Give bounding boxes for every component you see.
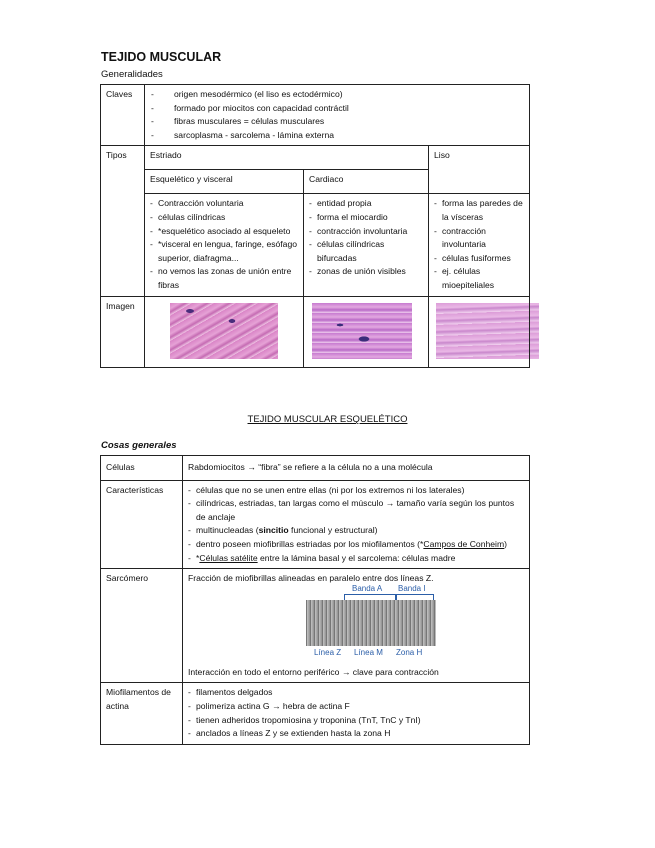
list-item: - fibras musculares = células musculares xyxy=(150,115,524,129)
page-subtitle: Generalidades xyxy=(101,69,163,80)
claves-content xyxy=(145,85,530,146)
cardiaco-header: Cardiaco xyxy=(304,170,429,194)
liso-content xyxy=(429,194,530,296)
row-tipos-content xyxy=(101,194,530,296)
text-run: ) xyxy=(504,538,507,549)
list-item: - *esquelético asociado al esqueleto xyxy=(150,225,298,239)
campos-conheim-link[interactable]: Campos de Conheim xyxy=(423,538,505,549)
list-item: - filamentos delgados xyxy=(188,686,524,700)
list-item: - Contracción voluntaria xyxy=(150,197,298,211)
cardiaco-list xyxy=(309,197,423,279)
celulas-satelite-link[interactable]: Células satélite xyxy=(199,552,258,563)
list-item: - origen mesodérmico (el liso es ectodérmico) xyxy=(150,88,524,102)
list-item: - *visceral en lengua, faringe, esófago superior, diafragma... xyxy=(150,238,298,265)
linea-z-label: Línea Z xyxy=(314,647,342,657)
sarcomere-micrograph xyxy=(306,600,436,646)
list-item: - no vemos las zonas de unión entre fibras xyxy=(150,265,298,292)
liso-header: Liso xyxy=(429,146,530,194)
linea-m-label: Línea M xyxy=(354,647,383,657)
sarcomero-text: Fracción de miofibrillas alineadas en paralelo entre dos líneas Z. xyxy=(188,573,434,584)
row-caracteristicas xyxy=(101,480,530,569)
smooth-muscle-micrograph xyxy=(436,303,539,359)
row-imagen xyxy=(101,296,530,367)
text-run: entre la lámina basal y el sarcolema: células madre xyxy=(257,552,456,563)
banda-i-label: Banda I xyxy=(398,583,426,593)
sarcomero-content xyxy=(183,569,530,683)
list-item: - cilíndricas, estriadas, tan largas como el músculo → tamaño varía según los puntos de anclaje xyxy=(188,497,524,524)
estriado-header: Estriado xyxy=(145,146,429,170)
esqueletico-header: Esquelético y visceral xyxy=(145,170,304,194)
claves-label: Claves xyxy=(101,85,145,146)
tipos-label: Tipos xyxy=(101,146,145,296)
cardiac-muscle-micrograph xyxy=(312,303,412,359)
row-miofilamentos xyxy=(101,683,530,744)
miofilamentos-content xyxy=(183,683,530,744)
list-item: - forma las paredes de la vísceras xyxy=(434,197,524,224)
list-item: - ej. células mioepiteliales xyxy=(434,265,524,292)
list-item: - células fusiformes xyxy=(434,252,524,266)
miofilamentos-label: Miofilamentos de actina xyxy=(101,683,183,744)
imagen-label: Imagen xyxy=(101,296,145,367)
row-tipos-header xyxy=(101,146,530,170)
miofilamentos-list xyxy=(188,686,524,740)
esqueletico-list xyxy=(150,197,298,292)
list-item: - células cilíndricas bifurcadas xyxy=(309,238,423,265)
list-item: - contracción involuntaria xyxy=(434,225,524,252)
list-item xyxy=(188,524,524,538)
row-claves xyxy=(101,85,530,146)
list-item: - forma el miocardio xyxy=(309,211,423,225)
sarcomero-footer: Interacción en todo el entorno periférico → clave para contracción xyxy=(188,666,439,677)
list-item: - entidad propia xyxy=(309,197,423,211)
imagen-cardiaco-cell xyxy=(304,296,429,367)
caracteristicas-label: Características xyxy=(101,480,183,569)
text-run: * xyxy=(196,552,200,563)
sarcomero-label: Sarcómero xyxy=(101,569,183,683)
page-title: TEJIDO MUSCULAR xyxy=(101,50,222,64)
skeletal-muscle-micrograph xyxy=(170,303,278,359)
celulas-text: Rabdomiocitos → “fibra” se refiere a la célula no a una molécula xyxy=(183,456,530,481)
banda-a-label: Banda A xyxy=(352,583,383,593)
imagen-liso-cell xyxy=(429,296,530,367)
text-run: multinucleadas ( xyxy=(196,525,259,536)
list-item: - anclados a líneas Z y se extienden hasta la zona H xyxy=(188,727,524,741)
list-item: - zonas de unión visibles xyxy=(309,265,423,279)
esqueletico-content xyxy=(145,194,304,296)
cosas-generales-heading: Cosas generales xyxy=(101,440,177,451)
list-item: - sarcoplasma - sarcolema - lámina externa xyxy=(150,129,524,143)
section-title: TEJIDO MUSCULAR ESQUELÉTICO xyxy=(247,414,408,425)
list-item: - células cilíndricas xyxy=(150,211,298,225)
imagen-esqueletico-cell xyxy=(145,296,304,367)
row-celulas xyxy=(101,456,530,481)
text-run: dentro poseen miofibrillas estriadas por los miofilamentos (* xyxy=(196,538,424,549)
esqueletico-table xyxy=(100,455,530,745)
sarcomere-diagram xyxy=(306,583,436,658)
sincitio-term: sincitio xyxy=(258,525,289,536)
list-item xyxy=(188,538,524,552)
list-item: - tienen adheridos tropomiosina y troponina (TnT, TnC y TnI) xyxy=(188,714,524,728)
celulas-label: Células xyxy=(101,456,183,481)
caracteristicas-content xyxy=(183,480,530,569)
generalidades-table xyxy=(100,84,530,368)
list-item: - formado por miocitos con capacidad contráctil xyxy=(150,102,524,116)
list-item xyxy=(188,552,524,566)
zona-h-label: Zona H xyxy=(396,647,423,657)
claves-list xyxy=(150,88,524,142)
liso-list xyxy=(434,197,524,292)
row-sarcomero xyxy=(101,569,530,683)
text-run: funcional y estructural) xyxy=(288,525,378,536)
list-item: - contracción involuntaria xyxy=(309,225,423,239)
cardiaco-content xyxy=(304,194,429,296)
list-item: - polimeriza actina G → hebra de actina F xyxy=(188,700,524,714)
caracteristicas-list xyxy=(188,484,524,566)
list-item: - células que no se unen entre ellas (ni por los extremos ni los laterales) xyxy=(188,484,524,498)
